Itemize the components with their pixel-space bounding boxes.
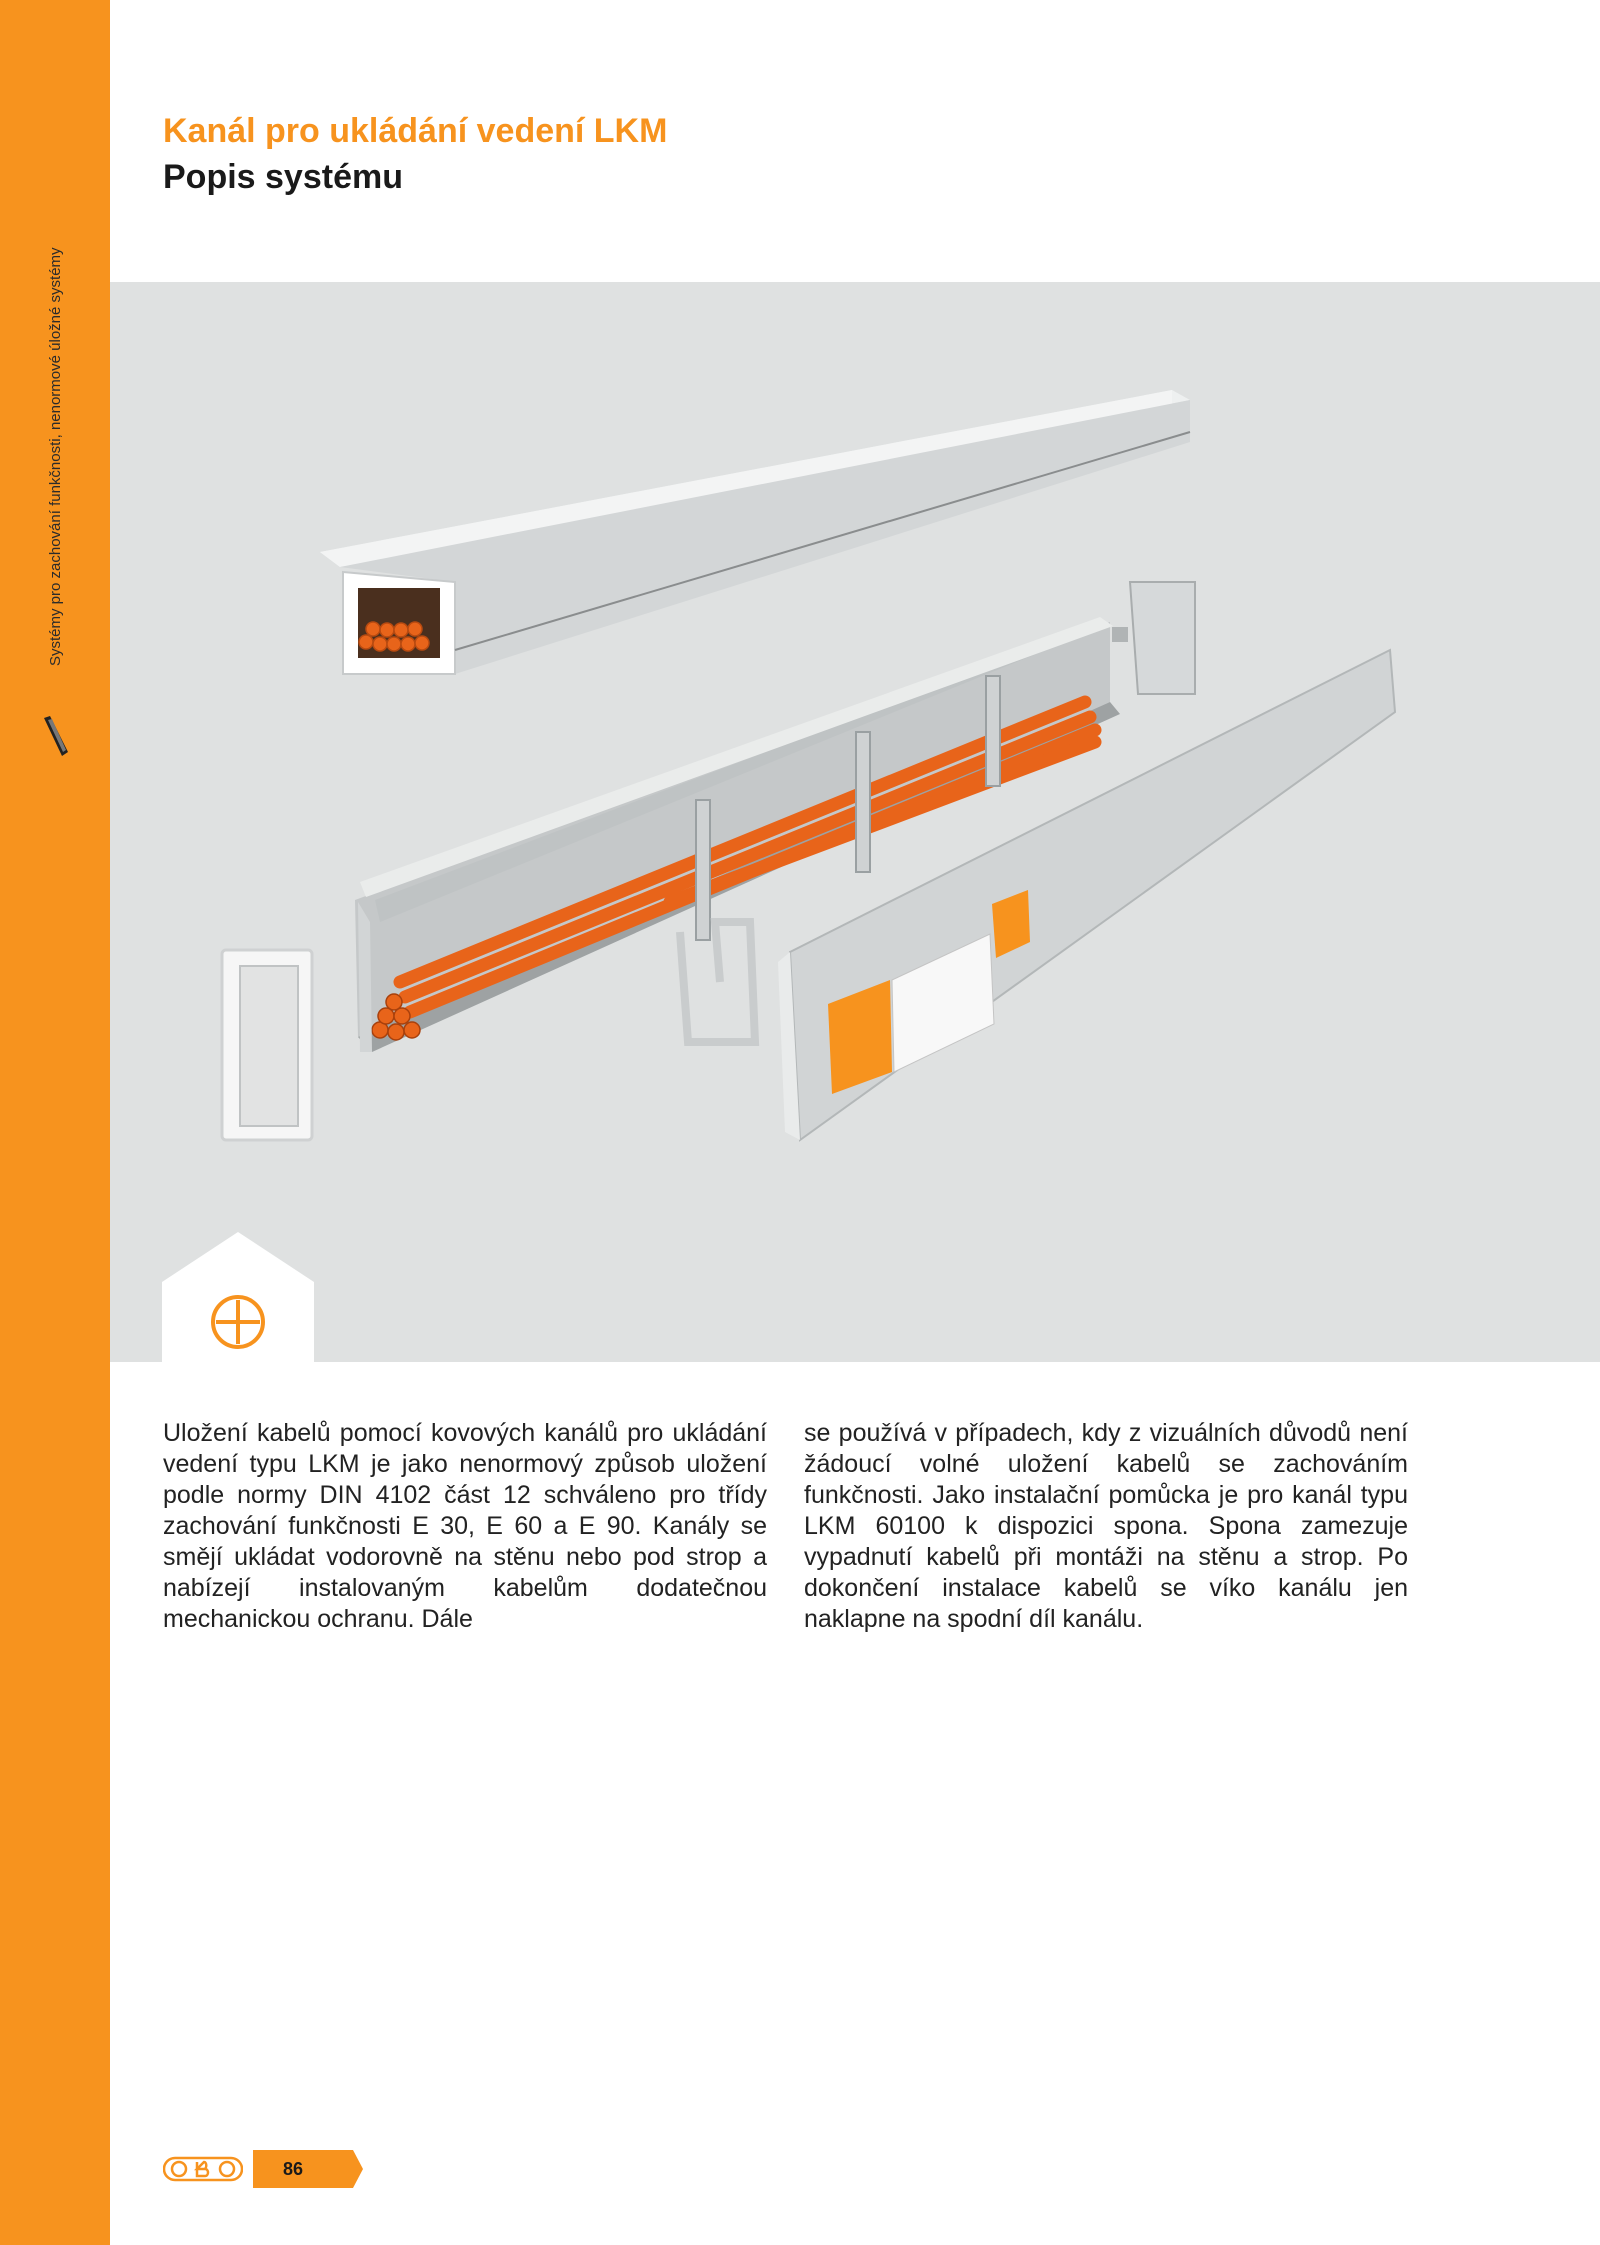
clip-spona (680, 922, 755, 1042)
sidebar-label: Systémy pro zachování funkčnosti, nenormové úložné systémy (47, 247, 64, 666)
page-title: Kanál pro ukládání vedení LKM (163, 112, 668, 150)
body-text-left: Uložení kabelů pomocí kovových kanálů pro ukládání vedení typu LKM je jako nenormový způsob uložení podle normy DIN 4102 část 12 schváleno pro třídy zachování funkčnosti E 30, E 60 a E 90. Kanály se smějí ukládat vodorovně na stěnu nebo pod strop a nabízejí instalovaným kabelům dodatečnou mechanickou ochranu. Dále (163, 1419, 767, 1633)
body-text-right: se používá v případech, kdy z vizuálních důvodů není žádoucí volné uložení kabelů se zachováním funkčnosti. Jako instalační pomůcka je pro kanál typu LKM 60100 k dispozici spona. Spona zamezuje vypadnutí kabelů při montáži na stěnu a strop. Po dokončení instalace kabelů se víko kanálu jen naklapne na spodní díl kanálu. (804, 1419, 1408, 1633)
end-plate (1112, 582, 1195, 694)
page-subtitle: Popis systému (163, 158, 403, 196)
page-number: 86 (283, 2159, 304, 2179)
cable-duct-icon (40, 716, 70, 763)
obo-logo (163, 2155, 243, 2188)
end-cap (222, 950, 312, 1140)
closed-duct (320, 390, 1190, 674)
product-illustration (110, 282, 1600, 1362)
page-number-tab (253, 2150, 363, 2188)
plus-circle-icon (213, 1297, 263, 1347)
